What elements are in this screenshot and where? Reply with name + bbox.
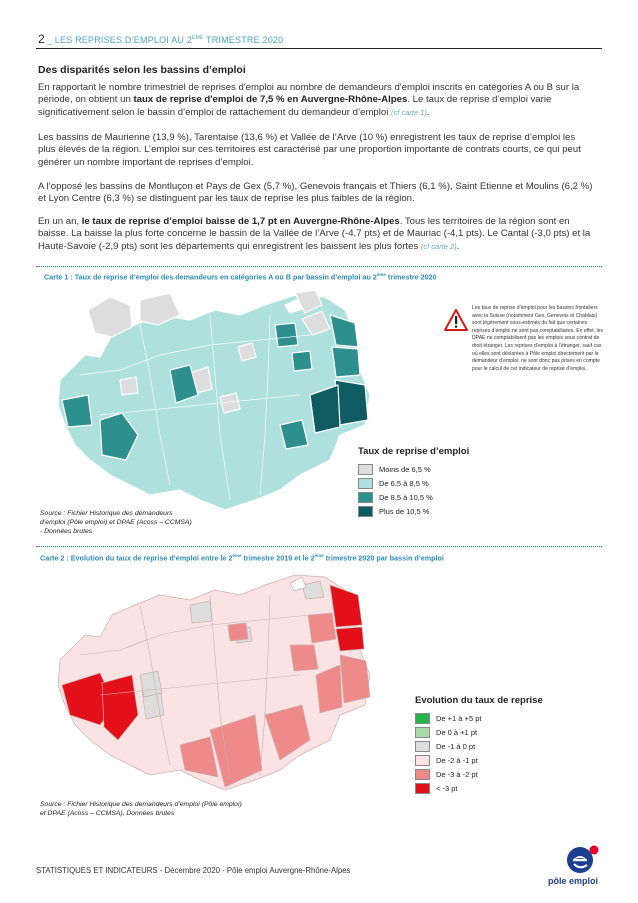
carte2-legend-label: De -1 à 0 pt: [436, 741, 476, 751]
carte1-legend-swatch: [358, 478, 373, 489]
carte2-source-line: et DPAE (Acoss – CCMSA), Données brutes: [40, 810, 175, 817]
p4-bold: le taux de reprise d’emploi baisse de 1,7 pt en Auvergne-Rhône-Alpes: [81, 216, 400, 227]
carte2-legend-row: [415, 739, 543, 753]
carte1-title-post: trimestre 2020: [385, 272, 437, 282]
carte1-legend-swatch: [358, 492, 373, 503]
carte1-divider: [36, 266, 602, 267]
header-rule: [36, 48, 602, 49]
carte2-legend-swatch: [415, 727, 430, 738]
carte1-basin-misc-grey: [120, 377, 138, 395]
carte2-legend: [415, 695, 543, 795]
paragraph-3: A l’opposé les bassins de Montluçon et Pays de Gex (5,7 %), Genevois français et Thiers (6,1 %), Saint Etienne et Moulins (6,2 %) et Lyon Centre (6,3 %) se distinguent par les taux de reprise les plus faibles de la région.: [38, 181, 593, 205]
carte2-title: [40, 553, 444, 562]
carte1-legend-label: De 6,5 à 8,5 %: [379, 478, 429, 488]
carte2-basin-tarentaise: [340, 655, 370, 703]
p4-ref-carte2: (cf carte 2): [420, 241, 457, 251]
carte2-basin-grenoble-small: [228, 623, 248, 641]
carte1-title-sup: ème: [376, 272, 386, 277]
p1-text-d: .: [426, 106, 430, 118]
carte2-legend-swatch: [415, 755, 430, 766]
page-header: [38, 32, 283, 46]
header-title-post: TRIMESTRE 2020: [203, 35, 284, 45]
carte1-basin-west: [62, 395, 92, 427]
carte2-divider: [36, 546, 602, 547]
carte1-legend-label: Moins de 6,5 %: [379, 464, 431, 474]
carte2-source: [40, 800, 242, 818]
carte2-legend-row: [415, 753, 543, 767]
carte2-legend-swatch: [415, 741, 430, 752]
carte2-title-post: trimestre 2020 par bassin d’emploi: [323, 553, 444, 563]
p4-text-d: .: [456, 240, 460, 252]
carte2-basin-vallee-arve: [336, 627, 364, 651]
carte1-basin-vallee-arve: [332, 347, 360, 377]
carte1-legend-row: [358, 504, 469, 518]
carte2-legend-title: Evolution du taux de reprise: [415, 695, 543, 706]
header-title-pre: _ LES REPRISES D’EMPLOI AU 2: [46, 35, 193, 45]
carte1-source-line: d’emploi (Pôle emploi) et DPAE (Acoss – CCMSA): [40, 519, 192, 526]
carte2-legend-swatch: [415, 769, 430, 780]
carte2-legend-label: De 0 à +1 pt: [436, 727, 478, 737]
p4-text-c: . Tous les territoires de la région sont en baisse. La baisse la plus forte concerne le bassin de la Vallée de l’Arve (-4,7 pts) et de Mauriac (-4,1 pts). Le Cantal (-3,0 pts) et la Haute-Savoie (-2,9 pts) sont les départements qui enregistrent les baissent les plus fortes: [38, 216, 591, 252]
carte1-legend-swatch: [358, 506, 373, 517]
carte2-legend-label: De -3 à -2 pt: [436, 769, 478, 779]
p4-text-a: En un an,: [38, 216, 82, 227]
carte1-basin-ain: [275, 323, 298, 347]
carte1-legend-label: De 8,5 à 10,5 %: [379, 492, 433, 502]
page-number: 2: [38, 32, 45, 46]
carte1-legend-row: [358, 462, 469, 476]
carte1-title: [44, 272, 437, 281]
carte2-title-mid: trimestre 2019 et le 2: [241, 553, 315, 563]
carte2-basin-ain-grey: [190, 601, 212, 623]
carte2-legend-label: De -2 à -1 pt: [436, 755, 478, 765]
p1-ref-carte1: (cf carte 1): [391, 107, 427, 117]
carte1-basin-lyon-centre: [238, 343, 256, 361]
paragraph-1: [38, 82, 593, 119]
carte2-legend-swatch: [415, 783, 430, 794]
header-title-sup: EME: [192, 35, 204, 41]
carte2-basin-chablais: [330, 585, 362, 627]
paragraph-4: [38, 216, 593, 253]
carte1-note: Les taux de reprise d’emploi pour les bassins frontaliers avec la Suisse (notamment Gex, Genevois et Chablais) sont légèrement sous-estimés du fait que certaines reprises d’emploi ne sont pas comptabilisées. En effet, les DPAE ne comptabilisent pas les emplois sous contrat de droit étranger. Les reprises d’emploi à l’étranger, sauf cas où elles sont déclarées à Pôle emploi directement par le demandeur d’emploi, ne sont donc pas prises en compte pour le calcul de cet indicateur de reprise d’emploi.: [472, 305, 603, 372]
carte1-source: [40, 509, 192, 536]
carte1-legend: [358, 446, 469, 518]
paragraph-2: Les bassins de Maurienne (13,9 %), Tarentaise (13,6 %) et Vallée de l’Arve (10 %) enregistrent les taux de reprise d’emploi les plus élevés de la région. L’emploi sur ces territoires est caractérisé par une proportion importante de contrats courts, ce qui peut générer un nombre important de reprises d’emploi.: [38, 132, 581, 168]
carte1-legend-label: Plus de 10,5 %: [379, 506, 430, 516]
carte1-source-line: - Données brutes: [40, 528, 93, 535]
carte1-basin-belley: [292, 351, 312, 371]
carte2-legend-row: [415, 711, 543, 725]
carte2-legend-label: De +1 à +5 pt: [436, 713, 482, 723]
carte2-title-sup2: ème: [314, 553, 324, 558]
p1-text-a: En rapportant le nombre trimestriel de reprises d'emploi au nombre de demandeurs d'emploi inscrits en catégories A ou B sur la période, on obtient un: [38, 82, 580, 106]
carte2-legend-swatch: [415, 713, 430, 724]
carte2-legend-row: [415, 767, 543, 781]
footer: STATISTIQUES ET INDICATEURS - Décembre 2020 - Pôle emploi Auvergne-Rhône-Alpes: [36, 866, 351, 875]
logo-text: pôle emploi: [548, 876, 599, 886]
carte2-basin-annecy: [308, 613, 336, 643]
carte2-basin-chambery: [290, 645, 318, 671]
warning-triangle-icon: [444, 309, 468, 331]
p1-bold: taux de reprise d'emploi de 7,5 % en Auvergne-Rhône-Alpes: [133, 94, 408, 106]
carte1-legend-title: Taux de reprise d’emploi: [358, 446, 470, 457]
carte2-map: [40, 565, 380, 800]
carte2-title-sup1: ème: [232, 553, 242, 558]
carte1-legend-row: [358, 490, 469, 504]
carte2-source-line: Source : Fichier Historique des demandeurs d’emploi (Pôle emploi): [40, 801, 242, 808]
section-title: Des disparités selon les bassins d’emploi: [38, 64, 246, 76]
carte2-title-pre: Carte 2 : Evolution du taux de reprise d’emploi entre le 2: [40, 553, 233, 563]
carte2-basin-cantal-grey: [140, 671, 162, 697]
carte1-map: [40, 285, 370, 520]
carte1-source-line: Source : Fichier Historique des demandeurs: [40, 510, 173, 517]
p1-text-c: . Le taux de reprise d’emploi varie significativement selon le bassin d’emploi de rattachement du demandeur d’emploi: [38, 94, 552, 118]
carte2-legend-label: < -3 pt: [436, 783, 458, 793]
carte1-legend-swatch: [358, 464, 373, 475]
carte2-legend-row: [415, 781, 543, 795]
carte1-title-pre: Carte 1 : Taux de reprise d’emploi des demandeurs en catégories A ou B par bassin d’emploi au 2: [44, 272, 377, 282]
carte2-legend-row: [415, 725, 543, 739]
carte1-legend-row: [358, 476, 469, 490]
